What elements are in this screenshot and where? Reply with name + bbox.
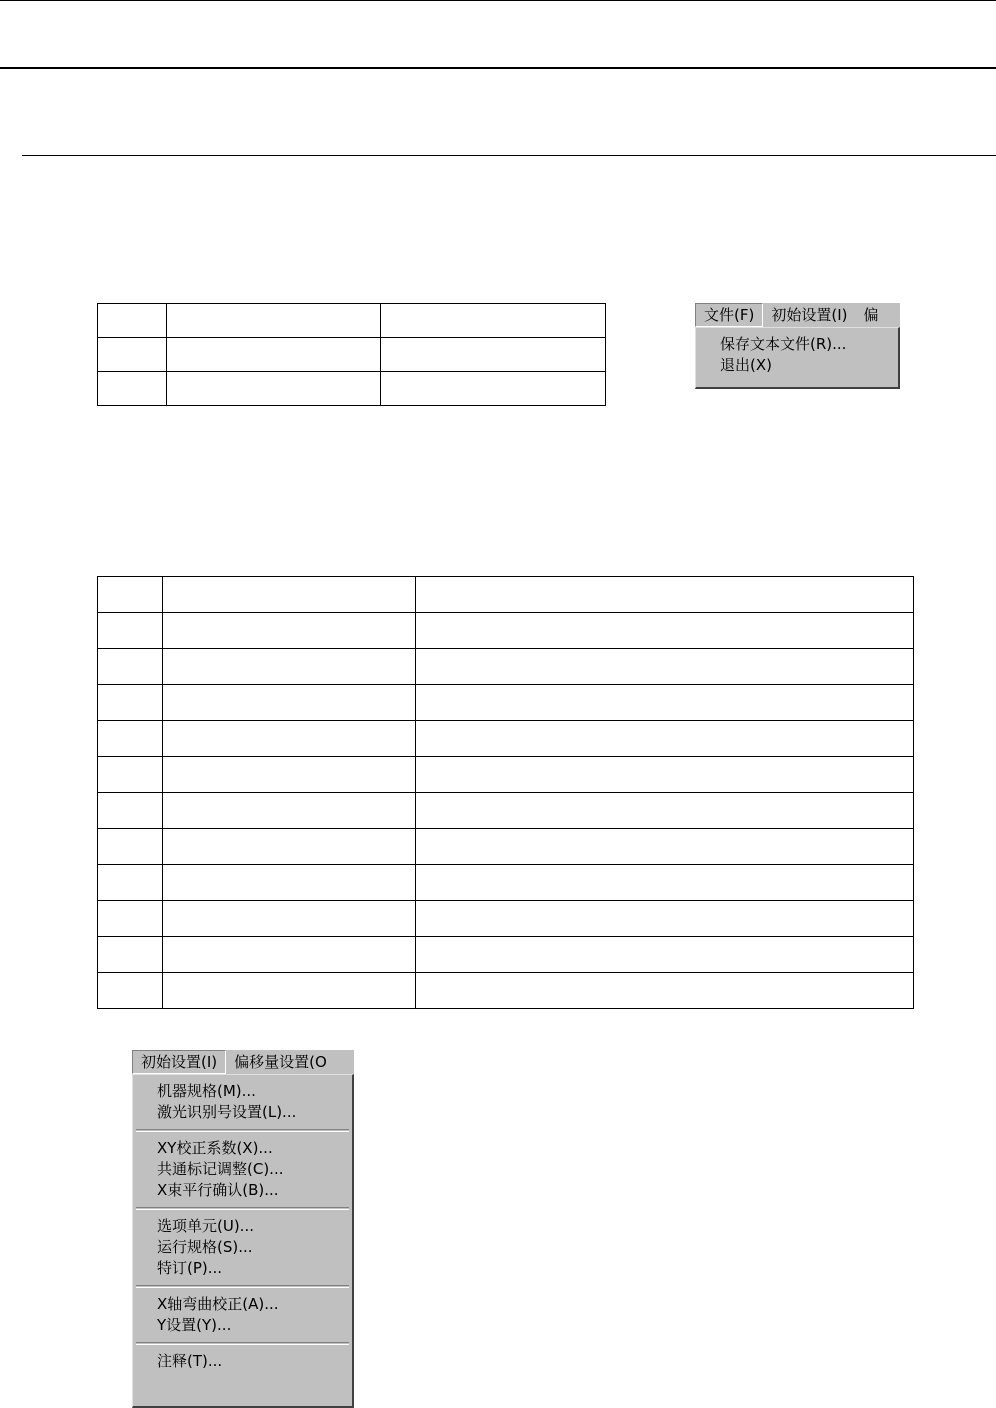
table-row [98, 613, 914, 649]
table-row [98, 649, 914, 685]
init-menu-popup [132, 1074, 354, 1408]
menu-item-machine-spec[interactable]: 机器规格(M)... [157, 1082, 256, 1100]
table-row [98, 338, 606, 372]
table-row [98, 901, 914, 937]
table-row [98, 577, 914, 613]
menu-separator [136, 1129, 349, 1132]
menu-file[interactable]: 文件(F) [695, 303, 763, 327]
menu-offset-settings[interactable]: 偏移量设置(O [234, 1053, 327, 1071]
table-row [98, 372, 606, 406]
file-menu-table [97, 303, 606, 406]
menu-item-y-settings[interactable]: Y设置(Y)... [157, 1316, 232, 1334]
menu-init-settings[interactable]: 初始设置(I) [771, 306, 848, 324]
menu-init-settings[interactable]: 初始设置(I) [132, 1050, 226, 1074]
menu-separator [136, 1342, 349, 1345]
menu-item-exit[interactable]: 退出(X) [720, 356, 772, 374]
table-row [98, 685, 914, 721]
header-bottom-rule [0, 67, 996, 69]
menu-item-save-text-file[interactable]: 保存文本文件(R)... [720, 335, 847, 353]
menu-item-option-unit[interactable]: 选项单元(U)... [157, 1217, 254, 1235]
menu-item-comment[interactable]: 注释(T)... [157, 1352, 223, 1370]
init-menubar [132, 1050, 354, 1074]
menu-item-x-axis-bend-correction[interactable]: X轴弯曲校正(A)... [157, 1295, 279, 1313]
table-row [98, 865, 914, 901]
menu-item-common-mark-adjust[interactable]: 共通标记调整(C)... [157, 1160, 284, 1178]
table-row [98, 829, 914, 865]
menu-separator [136, 1207, 349, 1210]
menu-item-x-beam-parallel[interactable]: X束平行确认(B)... [157, 1181, 279, 1199]
menu-item-run-spec[interactable]: 运行规格(S)... [157, 1238, 253, 1256]
section-rule [22, 155, 996, 156]
table-row [98, 793, 914, 829]
table-row [98, 757, 914, 793]
table-row [98, 304, 606, 338]
menu-item-xy-correction[interactable]: XY校正系数(X)... [157, 1139, 273, 1157]
file-menu-popup [695, 327, 900, 389]
menu-item-special-order[interactable]: 特订(P)... [157, 1259, 223, 1277]
menu-item-laser-id-settings[interactable]: 激光识别号设置(L)... [157, 1103, 297, 1121]
header-top-rule [0, 0, 996, 1]
table-row [98, 721, 914, 757]
file-menubar [695, 303, 900, 327]
menu-offset-settings[interactable]: 偏 [863, 306, 879, 324]
init-menu-table [97, 576, 914, 1009]
table-row [98, 973, 914, 1009]
table-row [98, 937, 914, 973]
menu-separator [136, 1285, 349, 1288]
